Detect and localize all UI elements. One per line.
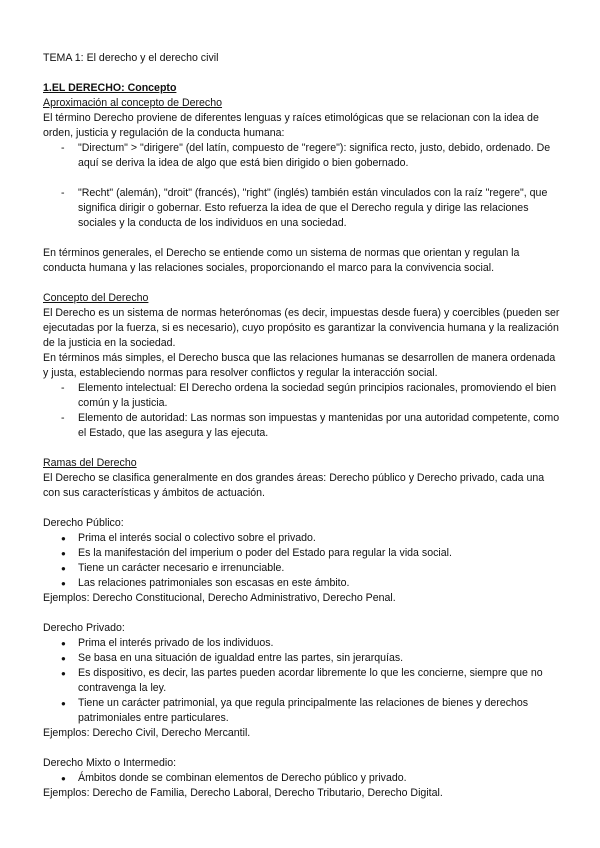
list-item: ● Es la manifestación del imperium o poder del Estado para regular la vida social. [43,546,563,561]
list-item: - "Directum" > "dirigere" (del latín, compuesto de "regere"): significa recto, justo, debido, ordenado. De aquí se deriva la idea de algo que está bien dirigido o bien gobernado. [43,141,563,171]
concept-paragraph-2: En términos más simples, el Derecho busca que las relaciones humanas se desarrollen de manera ordenada y justa, estableciendo normas para resolver conflictos y regular la interacción social. [43,352,556,379]
public-law-examples: Ejemplos: Derecho Constitucional, Derecho Administrativo, Derecho Penal. [43,592,396,604]
list-item: - Elemento de autoridad: Las normas son impuestas y mantenidas por una autoridad competente, como el Estado, que las asegura y las ejecuta. [43,411,563,441]
mixed-law-examples: Ejemplos: Derecho de Familia, Derecho Laboral, Derecho Tributario, Derecho Digital. [43,787,443,799]
list-item: - "Recht" (alemán), "droit" (francés), "right" (inglés) también están vinculados con la raíz "regere", que significa dirigir o gobernar. Esto refuerza la idea de que el Derecho regula y dirige las relaciones sociales y la conducta de los individuos en una sociedad. [43,186,563,231]
branches-intro: El Derecho se clasifica generalmente en dos grandes áreas: Derecho público y Derecho privado, cada una con sus características y ámbitos de actuación. [43,472,545,499]
private-law-list [43,636,563,726]
approx-summary: En términos generales, el Derecho se entiende como un sistema de normas que orientan y regulan la conducta humana y las relaciones sociales, proporcionando el marco para la convivencia social. [43,247,520,274]
document-page [43,51,563,801]
elements-list [43,381,563,441]
concept-paragraph-1: El Derecho es un sistema de normas heterónomas (es decir, impuestas desde fuera) y coercibles (pueden ser ejecutadas por la fuerza, si es necesario), cuyo propósito es garantizar la convivencia humana y la realización de la justicia en la sociedad. [43,307,560,349]
list-item: - Elemento intelectual: El Derecho ordena la sociedad según principios racionales, promoviendo el bien común y la justicia. [43,381,563,411]
approx-intro: El término Derecho proviene de diferentes lenguas y raíces etimológicas que se relacionan con la idea de orden, justicia y regulación de la conducta humana: [43,112,539,139]
topic-title: TEMA 1: El derecho y el derecho civil [43,52,219,64]
public-law-list [43,531,563,591]
mixed-law-list [43,771,563,786]
public-law-title: Derecho Público: [43,517,124,529]
list-item: ● Tiene un carácter necesario e irrenunciable. [43,561,563,576]
list-item: ● Se basa en una situación de igualdad entre las partes, sin jerarquías. [43,651,563,666]
list-item: ● Es dispositivo, es decir, las partes pueden acordar libremente lo que les concierne, siempre que no contravenga la ley. [43,666,563,696]
concept-subheading: Concepto del Derecho [43,292,149,304]
list-item: ● Prima el interés social o colectivo sobre el privado. [43,531,563,546]
approx-subheading: Aproximación al concepto de Derecho [43,97,223,109]
list-item: ● Las relaciones patrimoniales son escasas en este ámbito. [43,576,563,591]
private-law-title: Derecho Privado: [43,622,125,634]
section-heading: 1.EL DERECHO: Concepto [43,82,177,94]
list-item: ● Ámbitos donde se combinan elementos de Derecho público y privado. [43,771,563,786]
branches-subheading: Ramas del Derecho [43,457,137,469]
list-item: ● Prima el interés privado de los individuos. [43,636,563,651]
list-item: ● Tiene un carácter patrimonial, ya que regula principalmente las relaciones de bienes y derechos patrimoniales entre particulares. [43,696,563,726]
private-law-examples: Ejemplos: Derecho Civil, Derecho Mercantil. [43,727,251,739]
etymology-list [43,141,563,231]
mixed-law-title: Derecho Mixto o Intermedio: [43,757,177,769]
